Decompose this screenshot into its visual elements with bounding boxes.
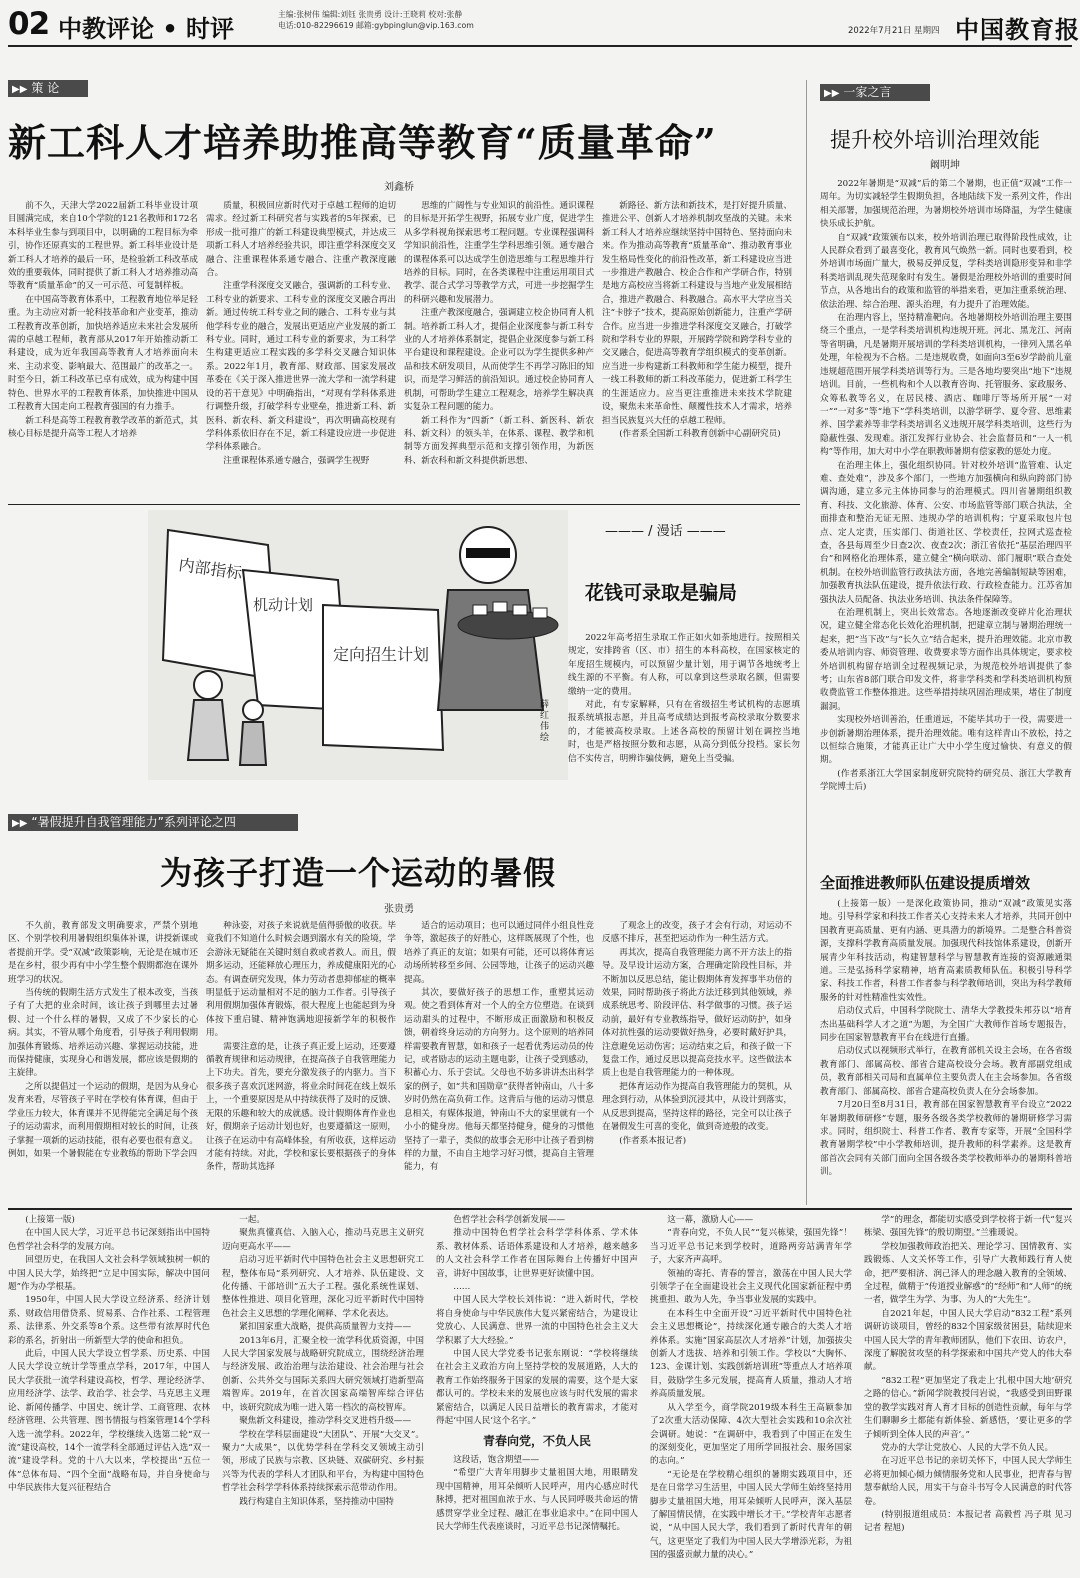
sunglasses [466,548,510,558]
sign-label-3: 定向招生计划 [333,645,430,664]
paragraph: 之所以提倡过一个运动的假期，是因为从身心发育来看，尽管孩子平时在学校有体育课，但由于学业压力较大，体育课并不见得能完全满足每个孩子的运动需求，而利用假期相对较长的时间，让孩子掌握一项新的运动技能，很有必要也很有意义。例如，如果一个暑假能在专业教练的帮助下学会四 [8,1081,198,1159]
strategy-column-2 [206,200,396,500]
paragraph: 这一幕，激励人心—— [667,1215,754,1225]
section-rule [8,1208,1072,1210]
tag-label: 一家之言 [843,85,892,99]
paragraph: 了观念上的改变，孩子才会有行动，对运动不反感不排斥，甚至把运动作为一种生活方式。 [602,921,792,945]
summer-column-1 [8,920,198,1200]
double-arrow-icon: ▶▶ [824,88,840,99]
strategy-column-4 [602,200,792,500]
tag-label: 策 论 [31,81,60,95]
child-head [243,700,263,720]
paragraph: “无论是在学校精心组织的暑期实践项目中，还是在日常学习生活里，中国人民大学师生始终坚持用脚步丈量祖国大地，用耳朵倾听人民呼声，深入基层了解国情民情，在实践中增长才干。”学校青年志愿者说，“从中国人民大学，我们看到了新时代青年的朝气，这更坚定了我们为中国人民大学增添光彩，为祖国的强盛贡献力量的决心。” [650,1469,852,1561]
staff-line-2: 电话:010-82296619 邮箱:gybpinglun@vip.163.com [278,21,474,30]
continued-column-3 [436,1214,638,1574]
tag-rule-right: ——— [682,524,726,539]
paragraph: 当传统的假期生活方式发生了根本改变，当孩子有了大把的业余时间，该让孩子到哪里去过暑假、过一个什么样的暑假，又成了不少家长的心病。其实，不管从哪个角度看，引导孩子利用假期加强体育锻炼、培养运动兴趣、掌握运动技能，进而保持健康，实现身心和谐发展，都应该是假期的主旋律。 [8,988,198,1079]
paragraph: 色哲学社会科学创新发展—— [453,1215,565,1225]
paragraph: 在习近平总书记的亲切关怀下，中国人民大学师生必将更加倾心倾力倾情服务党和人民事业，把青春与智慧奉献给人民，用实干与奋斗书写令人民满意的时代答卷。 [864,1456,1072,1507]
paragraph: 适合的运动项目；也可以通过同伴小组良性竞争等，激起孩子的好胜心，这样既展现了个性，也培养了真正的友谊；如果有可能，还可以将体育运动场所转移至乡间、公园等地，让孩子的运动兴趣提高。 [404,921,594,985]
paragraph: 践行构建自主知识体系，坚持推动中国特 [239,1496,394,1507]
parent-head [194,671,222,699]
column-divider [806,80,807,880]
paragraph: 种泳姿，对孩子来说就是值得骄傲的收获。毕竟我们不知道什么时候会遇到溺水有关的险境，学会游泳无疑能在关键时刻自救或者救人。而且，假期多运动，还能释放心理压力，养成健康阳光的心态。有调查研究发现，体力劳动者患抑郁症的概率明显低于运动量相对不足的脑力工作者。引导孩子利用假期加强体育锻炼，很大程度上也能起到为身体按下重启键、精神饱满地迎接新学年的积极作用。 [206,921,396,1039]
paragraph: 启动仪式后，中国科学院院士、清华大学教授朱邦芬以“培育杰出基础科学人才之道”为题，为全国广大教师作首场专题报告，同步在国家智慧教育平台在线进行直播。 [820,1006,1072,1044]
cartoon-tag [605,520,726,539]
newspaper-logo: 中国教育报 [955,15,1080,44]
paragraph: 启动习近平新时代中国特色社会主义思想研究工程，整体布局“系列研究、人才培养、队伍建设、文化传播、干部培训”五大子工程。强化系统性谋划、整体性推进、项目化管理，深化习近平新时代中国特色社会主义思想的学理化阐释、学术化表达。 [222,1255,424,1319]
paragraph: 质量，积极回应新时代对于卓越工程师的迫切需求。经过新工科研究者与实践者的5年探索，已形成一批可推广的新工科建设典型模式，并达成三项新工科人才培养经验共识，即注重学科深度交叉融合、注重课程体系通专融合、注重产教深度融合。 [206,201,396,279]
paragraph: 在治理机制上，突出长效常态。各地逐渐改变碎片化治理状况，建立健全常态化长效化治理机制，把建章立制与暑期治理统一起来，把“当下改”与“长久立”结合起来，提升治理效能。北京市教委从培训内容、师资管理、收费要求等方面作出具体规定，要求校外培训机构留存培训全过程视频记录，为规范校外培训提供了参考；山东省8部门联合印发文件，将非学科类和学科类培训机构预收费监管工作整体推进。这些举措持续巩固治理成果，堵住了制度漏洞。 [820,608,1072,712]
paragraph: 自2021年起，中国人民大学启动“832工程”系列调研访谈项目，曾经的832个国家级贫困县，陆续迎来中国人民大学的青年教师团队，他们下农田、访农户，深度了解脱贫攻坚的科学探索和中国共产党人的伟大奉献。 [864,1308,1072,1373]
paragraph: 需要注意的是，让孩子真正爱上运动，还要遵循教育规律和运动规律，在提高孩子自我管理能力上下功夫。首先，要充分激发孩子的内驱力。当下很多孩子喜欢沉迷网游，将业余时间花在线上娱乐上，一个重要原因是从中持续获得了及时的反馈、无限的乐趣和较大的成就感。设计假期体育作业也好，假期亲子运动计划也好，也要遵循这一原则，让孩子在运动中有高峰体验，有所收获，这样运动才能有持续。对此，学校和家长要根据孩子的身体条件，帮助其选择 [206,1041,396,1173]
paragraph: 思维的广阔性与专业知识的前沿性。通识课程的目标是开拓学生视野，拓展专业广度，促进学生从多学科视角探索思考工程问题。专业课程强调科学知识前沿性，注重学生学科思维引领。通专融合的课程体系可以达成学生创造思维与工程思维并行培养的目标。同时，在各类课程中注重运用项目式教学、混合式学习等教学方式，可进一步挖掘学生的科研兴趣和发展潜力。 [404,201,594,305]
paragraph: (作者系本报记者) [619,1135,687,1146]
opinion-headline: 提升校外培训治理效能 [830,128,1040,152]
continued-column-2 [222,1214,424,1574]
summer-headline: 为孩子打造一个运动的暑假 [160,854,557,892]
cartoon-top-rule [8,504,800,505]
paragraph: 注重学科深度交叉融合，强调新的工科专业、工科专业的新要求、工科专业的深度交叉融合再出新。通过传统工科专业之间的融合、工科专业与其他学科专业的融合，发展出更适应产业发展的新工科专业。同时，通过工科专业的新要求，为工科学生构建更适应工程实践的多学科交叉融合知识体系。2022年1月，教育部、财政部、国家发展改革委在《关于深入推进世界一流大学和一流学科建设的若干意见》中明确指出，“对现有学科体系进行调整升级，打破学科专业壁垒，推进新工科、新医科、新农科、新文科建设”，再次明确高校现有学科体系依旧存在不足，新工科建设应进一步促进学科体系融合。 [206,281,396,453]
coin-stack [473,605,487,615]
sign-label-2: 机动计划 [253,596,314,614]
tag-label: 漫话 [656,524,683,539]
tag-rule-left: ——— / [605,524,657,539]
paragraph: 在治理内容上，坚持精准靶向。各地暑期校外培训治理主要围绕三个重点，一是学科类培训机构违规开班。河北、黑龙江、河南等省明确，凡是暑期开展培训的学科类培训机构，一律列入黑名单处理，年检视为不合格。二是违规收费，如面向3至6岁学龄前儿童违规超范围开展学科类培训等行为。三是各地均要突出“地下”违规培训。目前，一些机构和个人以教育咨询、托管服务、家政服务、众筹私教等名义，在居民楼、酒店、咖啡厅等场所开展“一对一”“一对多”等“地下”学科类培训，以游学研学、夏令营、思维素养、国学素养等非学科类培训名义违规开展学科类培训，这些行为隐蔽性强、发现难。浙江发挥行业协会、社会监督员和“一人一机构”等作用，加大对中小学在职教师暑期有偿家教的惩处力度。 [820,313,1072,458]
teacher-headline: 全面推进教师队伍建设提质增效 [820,874,1031,892]
section-tag-series [8,814,298,831]
sign-label-1: 内部指标 [177,555,244,583]
paragraph: 学校在学科层面建设“大团队”、开展“大交叉”。聚力“大成果”，以优势学科在学科交叉领域主动引领，形成了民族与宗教、区块链、双碳研究、乡村振兴等为代表的学科人才团队和平台，为构建中国特色哲学社会科学学科体系持续探索示范带动作用。 [222,1429,424,1494]
issue-date: 2022年7月21日 星期四 [848,26,940,36]
paragraph: 聚焦新文科建设，推动学科交叉进档升级—— [239,1416,412,1427]
paragraph: 党办的大学让党放心、人民的大学不负人民。 [881,1442,1054,1453]
paragraph: 推动中国特色哲学社会科学学科体系、学术体系、教材体系、话语体系建设和人才培养，越来越多的人文社会科学工作者在国际舞台上传播好中国声音，讲好中国故事，让世界更好读懂中国。 [436,1228,638,1279]
section-tag-opinion [820,84,930,101]
paragraph: 回望历史，在我国人文社会科学领域独树一帜的中国人民大学，始终把“立足中国实际，解决中国问题”作为办学根基。 [8,1255,210,1293]
paragraph: 2022年高考招生录取工作正如火如荼地进行。按照相关规定，安排跨省（区、市）招生的本科高校，在国家核定的年度招生规模内，可以预留少量计划，用于调节各地统考上线生源的不平衡。有人称，可以拿到这些录取名额，但需要缴纳一定的费用。 [568,633,800,697]
opinion-author: 阚明坤 [930,160,960,171]
header-rule [8,45,1072,47]
paragraph: …… [453,1282,471,1293]
paragraph: (上接第一版) [25,1215,75,1225]
coin-stack [533,608,547,618]
paragraph: 新路径、新方法和新技术，是打好提升质量、推进公平、创新人才培养机制攻坚战的关键。未来新工科人才培养应继续坚持中国特色、坚持面向未来。作为推动高等教育“质量革命”、推动教育事业发生格局性变化的前沿性改革，新工科建设应当进一步推进产教融合、校企合作和产学研合作，特别是地方高校应当将新工科建设与当地产业发展相结合，推进产教融合、科教融合。高水平大学应当关注“卡脖子”技术，提高原始创新能力，注重产学研合作。应当进一步推进学科深度交叉融合，打破学院和学科专业的界限，开展跨学院和跨学科专业的交叉融合，促进高等教育学组织模式的变革创新。应当进一步构建新工科教师和学生能力模型，提升一线工科教师的新工科改革能力，促进新工科学生的生涯适应力。应当更注重推进未来技术学院建设，聚焦未来革命性、颠覆性技术人才需求，培养担当民族复兴大任的卓越工程师。 [602,201,792,426]
paragraph: 此后，中国人民大学设立哲学系、历史系、中国人民大学设立统计学等重点学科，2017年，中国人民大学获批一流学科建设高校，哲学、理论经济学、应用经济学、法学、政治学、社会学、马克思主义理论、新闻传播学、中国史、统计学、工商管理、农林经济管理、公共管理、图书情报与档案管理14个学科入选一流学科。2022年，学校继续入选第二轮“双一流”建设高校，14个一流学科全部通过评估入选“双一流”建设学科。党的十八大以来，学校提出“五位一体”总体布局、“四个全面”战略布局，并自身使命与中华民族伟大复兴征程结合 [8,1349,210,1494]
paragraph: 学”的理念，都能切实感受到学校将于新一代“复兴栋梁、强国先锋”的殷切期望。”兰雅瑗说。 [864,1215,1072,1239]
paragraph: 在治理主体上，强化组织协同。针对校外培训“监管难、认定难、查处难”，涉及多个部门，一些地方加强横向和纵向跨部门协调沟通，建立多元主体协同参与的治理模式。四川省暑期组织教育、科技、文化旅游、体育、公安、市场监管等部门联合执法，全面排查和整治无证无照、违规办学的培训机构；宁夏采取包片包点、定人定责，压实部门、街道社区、学校责任，拉网式巡查检查，各县每周至少日查2次、夜查2次；浙江省依托“基层治理四平台”和网格化治理体系，建立健全“横向联动、部门履职”联合查处机制。在校外培训监管行政执法方面，各地完善编制短缺等困难，加强教育执法队伍建设，提升依法行政、行政检查能力。江苏省加强执法人员配备、执法业务培训、执法条件保障等。 [820,460,1072,605]
opinion-body [820,178,1072,833]
paragraph: 在本科生中全面开设“习近平新时代中国特色社会主义思想概论”，持续深化通专融合的大类人才培养体系。实施“国家高层次人才培养”计划，加强拔尖创新人才选拔、培养和引领工作。学校以“大胸怀、123、金课计划、实践创新培训班”等重点人才培养项目，鼓励学生多元发展，提高育人质量，推动人才培养高质量发展。 [650,1308,852,1400]
paragraph: 其次，要做好孩子的思想工作，重塑其运动观。使之看到体育对一个人的全方位塑造。在谈到运动甜头的过程中，不断形成正面激励和积极反馈，朝着终身运动的方向努力。这个原则的培养同样需要教育智慧，如和孩子一起看优秀运动员的传记，或者励志的运动主题电影，让孩子受到感动，积蓄心力、乐于尝试。父母也不妨多讲讲杰出科学家的例子，如“共和国勋章”获得者钟南山，八十多岁时仍然在高负荷工作。这背后与他的运动习惯息息相关，有媒体报道，钟南山不大的家里就有一个小小的健身房。他每天都坚持健身，健身的习惯他坚持了一辈子，类似的故事会无形中让孩子看到榜样的力量，不由自主地学习好习惯，提高自主管理能力，有 [404,988,594,1173]
paragraph: 不久前，教育部发文明确要求，严禁个别地区、个别学校利用暑假组织集体补课，讲授新课或者提前开学。受“双减”政策影响，无论是在城市还是在乡村，很少再有中小学生整个假期都泡在课外班学习的状况。 [8,921,198,985]
continued-column-1 [8,1214,210,1574]
coin-stack [513,605,527,615]
paragraph: 注重产教深度融合，强调建立校企协同育人机制。培养新工科人才，提倡企业深度参与新工科专业的人才培养体系制定，提倡企业深度参与新工科平台建设和课程建设。企业可以为学生提供多种产品和技术研发项目，从而使学生不再学习陈旧的知识，而是学习鲜活的前沿知识。通过校企协同育人机制，可帮助学生建立工程观念，培养学生解决真实复杂工程问题的能力。 [404,308,594,413]
paragraph: (作者系浙江大学国家制度研究院特约研究员、浙江大学教育学院博士后) [820,768,1072,793]
coin-stack [493,602,507,612]
summer-author: 张贵勇 [384,904,414,915]
teacher-body [820,898,1072,1203]
strategy-column-3 [404,200,594,500]
strategy-headline: 新工科人才培养助推高等教育“质量革命” [8,120,717,165]
paragraph: 学校加强教师政治把关、理论学习、国情教育、实践锻炼、人文关怀等工作，引导广大教师践行育人使命，把严要相济、润己泽人的理念融入教育的全领域、全过程，做精于“传道授业解惑”的“经师”和“人师”的统一者，做学生为学、为事、为人的“大先生”。 [864,1241,1072,1306]
staff-line-1: 主编:张树伟 编辑:刘钰 张贵勇 设计:王晓莉 校对:张静 [278,10,463,19]
summer-column-3 [404,920,594,1200]
paragraph: 1950年，中国人民大学设立经济系、经济计划系、财政信用借贷系、贸易系、合作社系、工程管理系、法律系、外交系等8个系。这些带有浓厚时代色彩的系名，折射出一所新型大学的使命和担负。 [8,1295,210,1346]
paragraph: 一起。 [239,1215,265,1225]
cartoon-artist: 薛红伟绘 [540,700,550,743]
paragraph: 聚焦真懂真信、入脑入心，推动马克思主义研究迈向更高水平—— [222,1228,424,1252]
cartoon-headline: 花钱可录取是骗局 [585,582,738,604]
strategy-column-1 [8,200,198,500]
paragraph: “希望广大青年用脚步丈量祖国大地，用眼睛发现中国精神，用耳朵倾听人民呼声，用内心感应时代脉搏，把对祖国血浓于水、与人民同呼吸共命运的情感贯穿学业全过程、融汇在事业追求中。”在同中国人民大学师生代表座谈时，习近平总书记深情嘱托。 [436,1468,638,1532]
paragraph: 紧扣国家重大战略，提供高质量智力支持—— [239,1322,412,1333]
paragraph: 对此，有专家解释，只有在省级招生考试机构的志愿填报系统填报志愿，并且高考成绩达到报考高校录取分数要求的，才能被高校录取。上述各高校的预留计划在调控当地时，也是严格按照分数和志愿，从高分到低分投档。家长勿信不实传言，明辨诈骗伎俩，避免上当受骗。 [568,700,800,764]
paragraph: (作者系全国新工科教育创新中心副研究员) [619,428,781,439]
cartoon-illustration [148,510,568,780]
paragraph: 在中国人民大学，习近平总书记深刻指出中国特色哲学社会科学的发展方向。 [8,1228,210,1252]
paragraph: 领袖的寄托、青春的誓言，激荡在中国人民大学引领学子在全面建设社会主义现代化国家新征程中勇挑重担、敢为人先，争当事业发展的实践中。 [650,1268,852,1306]
paragraph: 注重课程体系通专融合，强调学生视野 [223,455,370,466]
paragraph: 7月20日至8月31日，教育部在国家智慧教育平台设立“2022年暑期教师研修”专题，服务各级各类学校教师的暑期研修学习需求。同时，组织院士、科普工作者、教育专家等，开展“全国科学教育暑期学校”中小学教师培训，提升教师的科学素养。这是教育部首次会同有关部门面向全国各级各类学校教师举办的暑期科普培训。 [820,1100,1072,1178]
sub-heading: 青春向党，不负人民 [482,1433,591,1448]
paragraph: 启动仪式以视频形式举行，在教育部机关设主会场，在各省级教育部门、部属高校、部省合建高校设分会场。教育部副党组成员，教育部相关司局和直属单位主要负责人在主会场参加。各省级教育部门、部属高校、部省合建高校负责人在分会场参加。 [820,1046,1072,1097]
paragraph: 中国人民大学党委书记张东刚说：“学校将继续在社会主义政治方向上坚持学校的发展道路，人大的教育工作始终服务于国家的发展的需要，这个是大家都认可的。学校未来的发展也应该与时代发展的需求紧密结合，以满足人民日益增长的教育需求，才能对得起‘中国人民’这个名字。” [436,1349,638,1427]
parent-body [188,700,228,760]
section-title: 中教评论 • 时评 [58,15,235,43]
column-divider [806,880,807,1205]
paragraph: (特别报道组成员：本报记者 高毅哲 冯子琪 见习记者 程旭) [864,1509,1072,1534]
paragraph: 中国人民大学校长刘伟说：“进入新时代，学校将自身使命与中华民族伟大复兴紧密结合，为建设让党放心、人民满意、世界一流的中国特色社会主义大学积累了大大经验。” [436,1295,638,1346]
staff-info [278,9,474,31]
double-arrow-icon: ▶▶ [12,818,28,829]
paragraph: 把体育运动作为提高自我管理能力的契机，从理念到行动，从体验到沉浸其中，从设计到落实，从反思到提高，坚持这样的路径，完全可以让孩子在暑假发生可喜的变化，做到奇迹般的改变。 [602,1081,792,1133]
paragraph: 2022年暑期是“双减”后的第二个暑期，也正值“双减”工作一周年。为切实减轻学生假期负担，各地陆续下发一系列文件，作出相关部署，加强规范治理，为暑期校外培训市场降温，为学生健康快乐成长护航。 [820,179,1072,230]
paragraph: 自“双减”政策颁布以来，校外培训治理已取得阶段性成效，让人民群众看到了最喜变化，教育风气焕然一新。同时也要看到，校外培训市场面广量大，极易反弹反复，学科类培训隐形变异和非学科类培训乱现失范现象时有发生。暑假是治理校外培训的重要时间节点，从各地出台的政策和监管的举措来看，更加注重系统治理、依法治理、综合治理、源头治理，有力提升了治理效能。 [820,232,1072,310]
paragraph: 前不久，天津大学2022届新工科毕业设计项目圆满完成，来自10个学院的121名教师和172名本科毕业生参与到项目中，以明确的工程目标为牵引，协作还原真实的工程世界。新工科毕业设计是新工科人才培养的最后一环，是检验新工科改革成效的重要载体，同时提供了新工科人才培养推动高等教育“质量革命”的又一可示范、可复制样板。 [8,201,198,292]
paragraph: 在中国高等教育体系中，工程教育地位举足轻重。为主动应对新一轮科技革命和产业变革，推动工程教育改革创新，加快培养适应未来社会发展所需的卓越工程师，教育部从2017年开始推动新工科建设，成为近年我国高等教育人才培养面向未来、主动求变、影响最大、范围最广的改革之一。时至今日，新工科改革已卓有成效，成为构建中国特色、世界水平的工程教育体系，加快推进中国从工程教育大国走向工程教育强国的有力推手。 [8,294,198,413]
paragraph: 新工科是高等工程教育教学改革的新范式，其核心目标是提升高等工程人才培养 [8,415,198,439]
paragraph: 从入学至今，商学院2019级本科生王高颖参加了2次重大活动保障、4次大型社会实践和10余次社会调研。她说：“在调研中，我看到了中国正在发生的深刻变化，更加坚定了用所学回报社会、服务国家的志向。” [650,1402,852,1467]
paragraph: 再其次，提高自我管理能力离不开方法上的指导。及早设计运动方案，合理确定阶段性目标，并不断加以反思总结，能让假期体育发挥事半功倍的效果，同时帮助孩子将此方法迁移到其他领域，养成系统思考、阶段评估、科学做事的习惯。孩子运动前，最好有专业教练指导，做好运动防护，如身体对抗性强的运动要做好热身，必要时戴好护具，注意避免运动伤害；运动结束之后，和孩子做一下复盘工作，通过反思以提高竞技水平。这些做法本质上也是自我管理能力的一种体现。 [602,947,792,1079]
paragraph: “青春向党，不负人民”“复兴栋梁，强国先锋”！当习近平总书记来到学校时，道路两旁站满青年学子，大家齐声高呼。 [650,1228,852,1266]
cartoon-body [568,632,800,782]
paper-sign-3 [323,605,443,750]
paragraph: 2013年6月，汇聚全校一流学科优质资源，中国人民大学国家发展与战略研究院成立，围绕经济治理与经济发展、政治治理与法治建设、社会治理与社会创新、公共外交与国际关系四大研究领域打造新型高端智库。2019年，在首次国家高端智库综合评估中，该研究院成为唯一进入第一档次的高校智库。 [222,1335,424,1413]
tag-label: “暑假提升自我管理能力”系列评论之四 [31,815,236,829]
continued-column-4 [650,1214,852,1574]
child-body [240,722,266,765]
summer-column-2 [206,920,396,1200]
section-tag-strategy [8,80,88,97]
paragraph: “832工程”更加坚定了我走上‘扎根中国大地’研究之路的信心。”新闻学院教授闫岩说，“我感受到田野课堂的教学实践对育人育才目标的创造性贡献，每年与学生们聊聊乡土都能有新体验、新感悟，‘要让更多的学子倾听到全体人民的声音’。” [864,1375,1072,1440]
paragraph: 新工科作为“四新”（新工科、新医科、新农科、新文科）的领头羊，在体系、课程、教学和机制等方面发挥典型示范和支撑引领作用，为新医科、新农科和新文科提供新思想、 [404,415,594,466]
summer-column-4 [602,920,792,1200]
paragraph: 实现校外培训善治，任重道远，不能毕其功于一役，需要进一步创新暑期治理体系，提升治理效能。唯有这样青山不放松，持之以恒综合施策，才能真正让广大中小学生度过愉快、有意义的假期。 [820,715,1072,766]
continued-column-5 [864,1214,1072,1574]
page-number: 02 [8,6,50,42]
double-arrow-icon: ▶▶ [12,84,28,95]
strategy-author: 刘鑫桥 [384,182,414,193]
paragraph: (上接第一版）一是深化政策协同，推动“双减”政策见实落地。引导科学家和科技工作者关心支持未来人才培养，共同开创中国教育更高质量、更有内涵、更具潜力的新境界。二是整合科普资源，支撑科学教育高质量发展。加强现代科技馆体系建设，创新开展青少年科技活动，构建智慧科学与智慧教育连接的资源融通渠道。三是弘扬科学家精神，培育高素质教师队伍。积极引导科学家、科技工作者，科普工作者参与科学教师培训，突出为科学教师服务的针对性精准性实效性。 [820,899,1072,1003]
paragraph: 这段话，饱含期望—— [453,1454,540,1465]
